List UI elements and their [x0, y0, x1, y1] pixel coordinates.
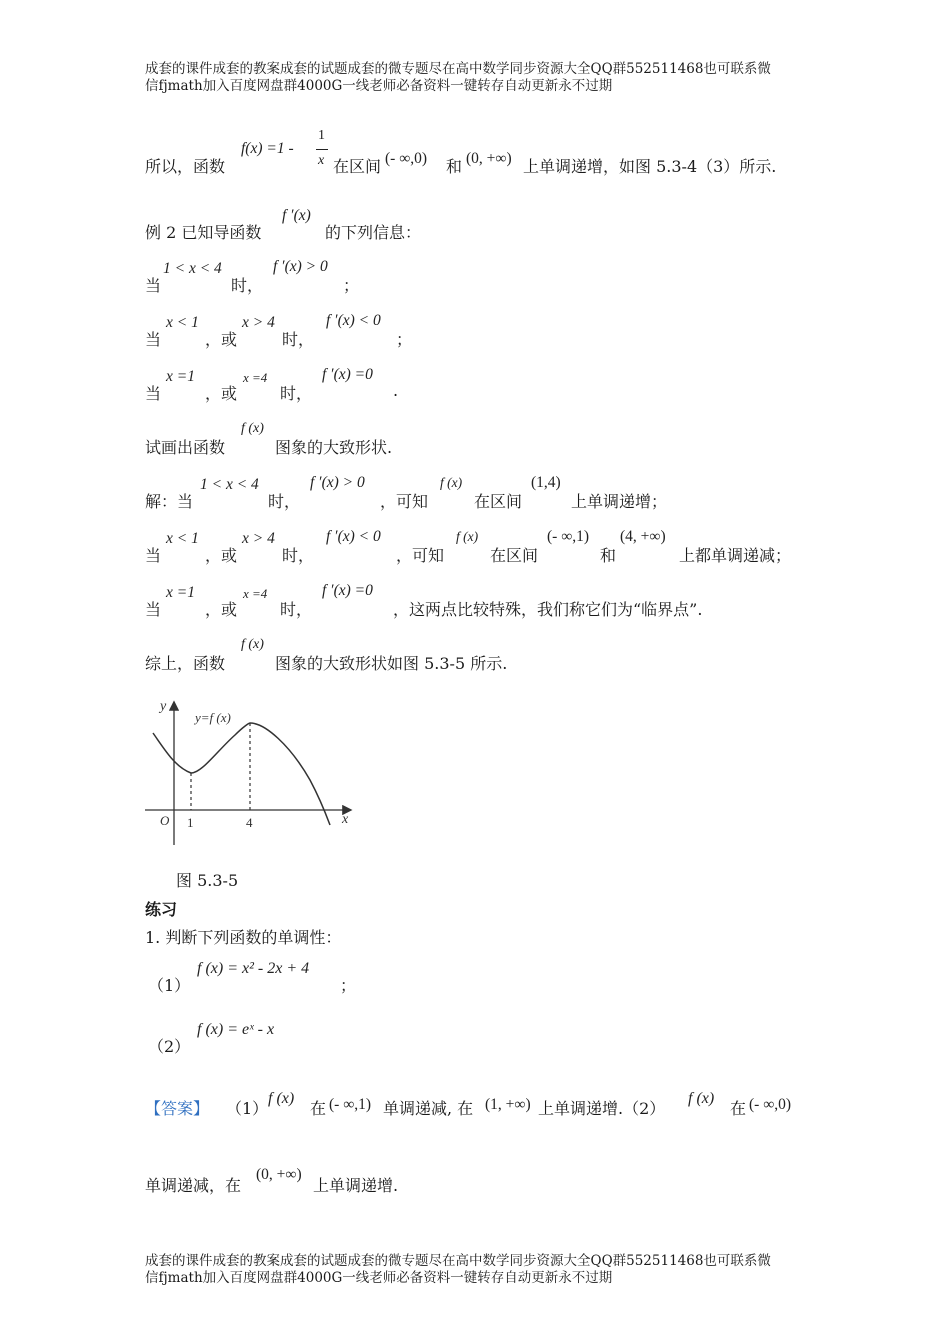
answer-t1: 在: [310, 1099, 327, 1118]
x-axis-label: x: [342, 812, 349, 827]
sol2-derivative: f ′(x) < 0: [326, 528, 381, 545]
sol3-b: ，或: [205, 600, 238, 619]
info3-derivative: f ′(x) =0: [322, 366, 373, 383]
sol3-cond-1: x =1: [166, 584, 195, 601]
sol3-cond-2: x =4: [243, 586, 268, 601]
practice-heading: 练习: [145, 900, 178, 919]
example2-text-1: 例 2 已知导函数: [145, 223, 262, 242]
sol2-cond-1: x < 1: [166, 530, 199, 547]
sol1-a: 解：当: [145, 492, 194, 511]
sol2-d: ，可知: [396, 546, 445, 565]
footer-banner-line2: 信fjmath加入百度网盘群4000G一线老师必备资料一键转存自动更新永不过期: [145, 1270, 613, 1286]
info3-d: .: [393, 381, 399, 400]
sol1-b: 时，: [268, 492, 301, 511]
info3-c: 时，: [280, 384, 313, 403]
sol2-f: 和: [600, 546, 617, 565]
tick-label-1: 1: [187, 815, 194, 830]
sol1-condition: 1 < x < 4: [200, 476, 259, 493]
header-banner-line2: 信fjmath加入百度网盘群4000G一线老师必备资料一键转存自动更新永不过期: [145, 78, 613, 94]
sol3-a: 当: [145, 600, 162, 619]
summary-function: f (x): [241, 637, 264, 652]
sol2-interval-1: (- ∞,1): [547, 528, 590, 545]
sol1-d: 在区间: [474, 492, 523, 511]
practice-item2-label: （2）: [148, 1037, 191, 1056]
practice-item2-expr: f (x) = eˣ - x: [197, 1021, 275, 1038]
header-banner-line1: 成套的课件成套的教案成套的试题成套的微专题尽在高中数学同步资源大全QQ群552511468也可联系微: [145, 61, 771, 77]
answer-function-1: f (x): [268, 1090, 295, 1107]
fraction-bar: [316, 149, 328, 150]
sol3-derivative: f ′(x) =0: [322, 582, 373, 599]
sol2-function: f (x): [456, 529, 479, 544]
info1-c: ；: [343, 276, 360, 295]
info2-d: ；: [396, 330, 413, 349]
answer-function-2: f (x): [688, 1090, 715, 1107]
conclusion-text-1: 所以，函数: [145, 157, 226, 176]
sol2-a: 当: [145, 546, 162, 565]
sol2-c: 时，: [282, 546, 315, 565]
info1-b: 时，: [231, 276, 264, 295]
answer-interval-1: (- ∞,1): [329, 1096, 372, 1113]
info3-cond-2: x =4: [243, 370, 268, 385]
answer-t4: 在: [730, 1099, 747, 1118]
answer-interval-4: (0, +∞): [256, 1166, 302, 1183]
sol3-c: 时，: [280, 600, 313, 619]
answer-t2: 单调递减, 在: [383, 1099, 474, 1118]
sol1-derivative: f ′(x) > 0: [310, 474, 365, 491]
fraction-numerator: 1: [318, 128, 325, 143]
sol1-function: f (x): [440, 475, 463, 490]
task-b: 图象的大致形状.: [275, 438, 393, 457]
answer-part1-label: （1）: [226, 1099, 269, 1118]
conclusion-text-3: 和: [446, 157, 463, 176]
info1-condition: 1 < x < 4: [163, 260, 222, 277]
answer-t3: 上单调递增.（2）: [538, 1099, 666, 1118]
info2-b: ，或: [205, 330, 238, 349]
y-axis-label: y: [160, 699, 167, 714]
practice-item1-end: ；: [340, 976, 357, 995]
info2-derivative: f ′(x) < 0: [326, 312, 381, 329]
conclusion-text-4: 上单调递增，如图 5.3-4（3）所示.: [523, 157, 777, 176]
info2-a: 当: [145, 330, 162, 349]
sol2-g: 上都单调递减；: [679, 546, 792, 565]
sol1-e: 上单调递增；: [571, 492, 668, 511]
info1-a: 当: [145, 276, 162, 295]
example2-text-2: 的下列信息：: [325, 223, 422, 242]
info3-cond-1: x =1: [166, 368, 195, 385]
info3-b: ，或: [205, 384, 238, 403]
answer-tag: 【答案】: [145, 1099, 210, 1118]
info2-cond-2: x > 4: [242, 314, 275, 331]
answer-interval-3: (- ∞,0): [749, 1096, 792, 1113]
origin-label: O: [160, 813, 170, 828]
answer-t5: 单调递减，在: [145, 1176, 242, 1195]
summary-b: 图象的大致形状如图 5.3-5 所示.: [275, 654, 508, 673]
task-function: f (x): [241, 421, 264, 436]
footer-banner-line1: 成套的课件成套的教案成套的试题成套的微专题尽在高中数学同步资源大全QQ群552511468也可联系微: [145, 1253, 771, 1269]
sol1-interval: (1,4): [531, 474, 561, 491]
sol3-d: ，这两点比较特殊，我们称它们为“临界点”.: [393, 600, 703, 619]
conclusion-function: f(x) =1 -: [241, 140, 294, 157]
task-a: 试画出函数: [145, 438, 226, 457]
practice-item1-label: （1）: [148, 976, 191, 995]
conclusion-interval-1: (- ∞,0): [385, 150, 428, 167]
practice-question-1: 1. 判断下列函数的单调性：: [145, 928, 342, 947]
conclusion-interval-2: (0, +∞): [466, 150, 512, 167]
figure-caption: 图 5.3-5: [176, 871, 239, 890]
sol1-c: ，可知: [380, 492, 429, 511]
practice-item1-expr: f (x) = x² - 2x + 4: [197, 960, 310, 977]
example2-derivative: f ′(x): [282, 207, 311, 224]
info3-a: 当: [145, 384, 162, 403]
answer-t6: 上单调递增.: [313, 1176, 399, 1195]
info2-c: 时，: [282, 330, 315, 349]
info2-cond-1: x < 1: [166, 314, 199, 331]
answer-interval-2: (1, +∞): [485, 1096, 531, 1113]
summary-a: 综上，函数: [145, 654, 226, 673]
sol2-e: 在区间: [490, 546, 539, 565]
info1-derivative: f ′(x) > 0: [273, 258, 328, 275]
sol2-cond-2: x > 4: [242, 530, 275, 547]
tick-label-4: 4: [246, 815, 253, 830]
sol2-b: ，或: [205, 546, 238, 565]
fraction-denominator: x: [318, 153, 325, 168]
conclusion-text-2: 在区间: [333, 157, 382, 176]
curve-label: y=f (x): [195, 710, 231, 725]
sol2-interval-2: (4, +∞): [620, 528, 666, 545]
figure-graph: [140, 695, 365, 855]
